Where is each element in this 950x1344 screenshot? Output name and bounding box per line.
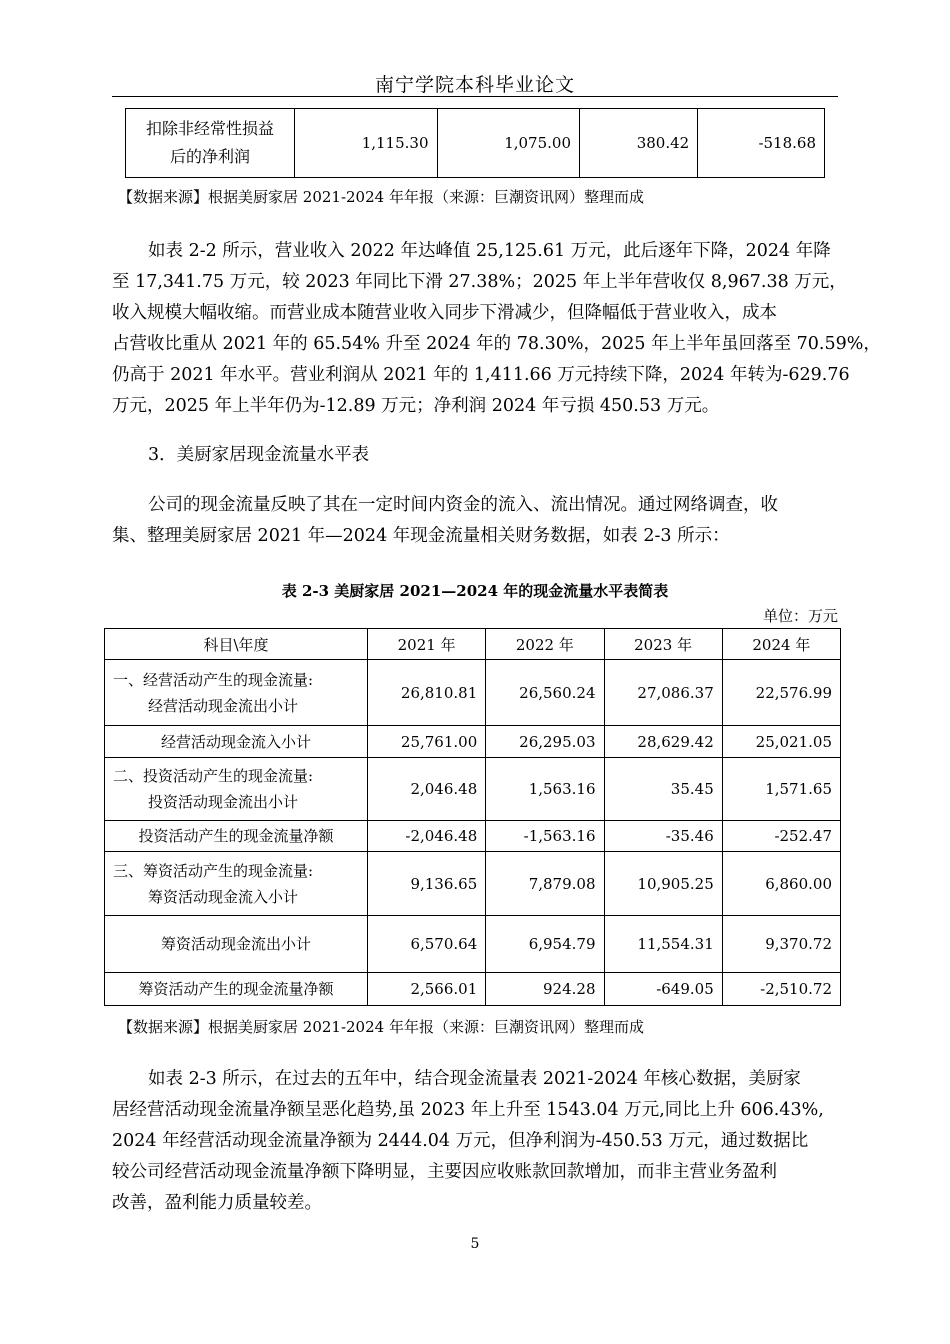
row-label-line1: 二、投资活动产生的现金流量: — [113, 767, 314, 785]
cell-value: 9,136.65 — [368, 852, 486, 916]
cell-value: 10,905.25 — [604, 852, 722, 916]
paragraph-line: 公司的现金流量反映了其在一定时间内资金的流入、流出情况。通过网络调查，收 — [148, 495, 778, 515]
paragraph-line: 如表 2-3 所示，在过去的五年中，结合现金流量表 2021-2024 年核心数据，美厨家 — [148, 1069, 801, 1089]
row-label-line1: 三、筹资活动产生的现金流量: — [113, 861, 314, 880]
paragraph-line: 至 17,341.75 万元，较 2023 年同比下滑 27.38%；2025 年上半年营收仅 8,967.38 万元， — [112, 272, 847, 292]
cell-value: -35.46 — [604, 821, 722, 852]
column-header: 2023 年 — [604, 629, 722, 660]
cell-value: -2,510.72 — [722, 973, 840, 1006]
cell-value: -2,046.48 — [368, 821, 486, 852]
cell-value: 26,295.03 — [486, 726, 604, 758]
cell-value: 1,115.30 — [295, 109, 438, 178]
cell-value: 1,563.16 — [486, 758, 604, 821]
cell-value: 1,075.00 — [437, 109, 580, 178]
data-source-note: 【数据来源】根据美厨家居 2021-2024 年年报（来源：巨潮资讯网）整理而成 — [118, 188, 644, 206]
paragraph-line: 仍高于 2021 年水平。营业利润从 2021 年的 1,411.66 万元持续下降，2024 年转为-629.76 — [112, 365, 850, 385]
table-caption: 表 2-3 美厨家居 2021—2024 年的现金流量水平表简表 — [281, 582, 669, 600]
row-label — [105, 758, 368, 821]
row-label: 投资活动产生的现金流量净额 — [105, 821, 368, 852]
cell-value: 6,954.79 — [486, 916, 604, 973]
cell-value: 6,570.64 — [368, 916, 486, 973]
column-header: 2022 年 — [486, 629, 604, 660]
cell-value: 22,576.99 — [722, 660, 840, 726]
table-row — [105, 758, 841, 821]
paragraph-revenue-analysis — [112, 236, 881, 422]
column-header: 科目\年度 — [105, 629, 368, 660]
row-label-line2: 经营活动现金流出小计 — [148, 696, 299, 715]
cell-value: 9,370.72 — [722, 916, 840, 973]
paragraph-cashflow-intro — [112, 490, 840, 552]
cell-value: 7,879.08 — [486, 852, 604, 916]
cell-value: 924.28 — [486, 973, 604, 1006]
table-row — [105, 821, 841, 852]
table-row — [105, 660, 841, 726]
paragraph-line: 改善，盈利能力质量较差。 — [112, 1193, 322, 1213]
cell-value: 6,860.00 — [722, 852, 840, 916]
table-header-row — [105, 629, 841, 660]
paragraph-line: 占营收比重从 2021 年的 65.54% 升至 2024 年的 78.30%，2025 年上半年虽回落至 70.59%， — [112, 334, 881, 354]
paragraph-line: 集、整理美厨家居 2021 年—2024 年现金流量相关财务数据，如表 2-3 所示： — [112, 526, 730, 546]
paragraph-cashflow-analysis — [112, 1064, 840, 1219]
section-heading-text: 3．美厨家居现金流量水平表 — [148, 445, 370, 465]
cell-value: 1,571.65 — [722, 758, 840, 821]
cell-value: 28,629.42 — [604, 726, 722, 758]
cell-value: 11,554.31 — [604, 916, 722, 973]
table-row — [105, 916, 841, 973]
cell-value: 380.42 — [580, 109, 698, 178]
unit-label: 单位：万元 — [762, 607, 838, 625]
paragraph-line: 较公司经营活动现金流量净额下降明显，主要因应收账款回款增加，而非主营业务盈利 — [112, 1162, 777, 1182]
row-label: 经营活动现金流入小计 — [105, 726, 368, 758]
page-number: 5 — [470, 1236, 480, 1252]
column-header: 2021 年 — [368, 629, 486, 660]
row-label — [105, 660, 368, 726]
row-label — [105, 852, 368, 916]
column-header: 2024 年 — [722, 629, 840, 660]
cell-value: 2,046.48 — [368, 758, 486, 821]
cell-value: -649.05 — [604, 973, 722, 1006]
data-source-note: 【数据来源】根据美厨家居 2021-2024 年年报（来源：巨潮资讯网）整理而成 — [118, 1018, 644, 1036]
cell-value: -252.47 — [722, 821, 840, 852]
cell-value: 26,560.24 — [486, 660, 604, 726]
page-header-title: 南宁学院本科毕业论文 — [374, 74, 575, 96]
section-heading — [112, 440, 840, 471]
table-row — [105, 973, 841, 1006]
table-row — [126, 109, 825, 178]
row-label-line2: 投资活动现金流出小计 — [148, 793, 299, 811]
paragraph-line: 如表 2-2 所示，营业收入 2022 年达峰值 25,125.61 万元，此后逐年下降，2024 年降 — [148, 241, 831, 261]
header-divider — [112, 96, 838, 97]
table-row — [105, 852, 841, 916]
row-label-line2: 筹资活动现金流入小计 — [148, 887, 299, 906]
row-label-line1: 扣除非经常性损益 — [145, 119, 274, 138]
paragraph-line: 收入规模大幅收缩。而营业成本随营业收入同步下滑减少，但降幅低于营业收入，成本 — [112, 303, 777, 323]
paragraph-line: 2024 年经营活动现金流量净额为 2444.04 万元，但净利润为-450.53 万元，通过数据比 — [112, 1131, 809, 1151]
cell-value: 26,810.81 — [368, 660, 486, 726]
row-label-line2: 后的净利润 — [169, 147, 250, 166]
cell-value: 27,086.37 — [604, 660, 722, 726]
row-label: 筹资活动产生的现金流量净额 — [105, 973, 368, 1006]
cell-value: -1,563.16 — [486, 821, 604, 852]
profit-table-continuation — [125, 108, 825, 178]
cell-value: 35.45 — [604, 758, 722, 821]
cell-value: 25,021.05 — [722, 726, 840, 758]
row-label: 筹资活动现金流出小计 — [105, 916, 368, 973]
row-label-line1: 一、经营活动产生的现金流量: — [113, 670, 314, 689]
cashflow-table — [104, 628, 841, 1006]
row-label — [126, 109, 295, 178]
cell-value: -518.68 — [698, 109, 825, 178]
table-row — [105, 726, 841, 758]
paragraph-line: 居经营活动现金流量净额呈恶化趋势,虽 2023 年上升至 1543.04 万元,同比上升 606.43%, — [112, 1100, 824, 1120]
cell-value: 2,566.01 — [368, 973, 486, 1006]
paragraph-line: 万元，2025 年上半年仍为-12.89 万元；净利润 2024 年亏损 450.53 万元。 — [112, 396, 720, 416]
cell-value: 25,761.00 — [368, 726, 486, 758]
